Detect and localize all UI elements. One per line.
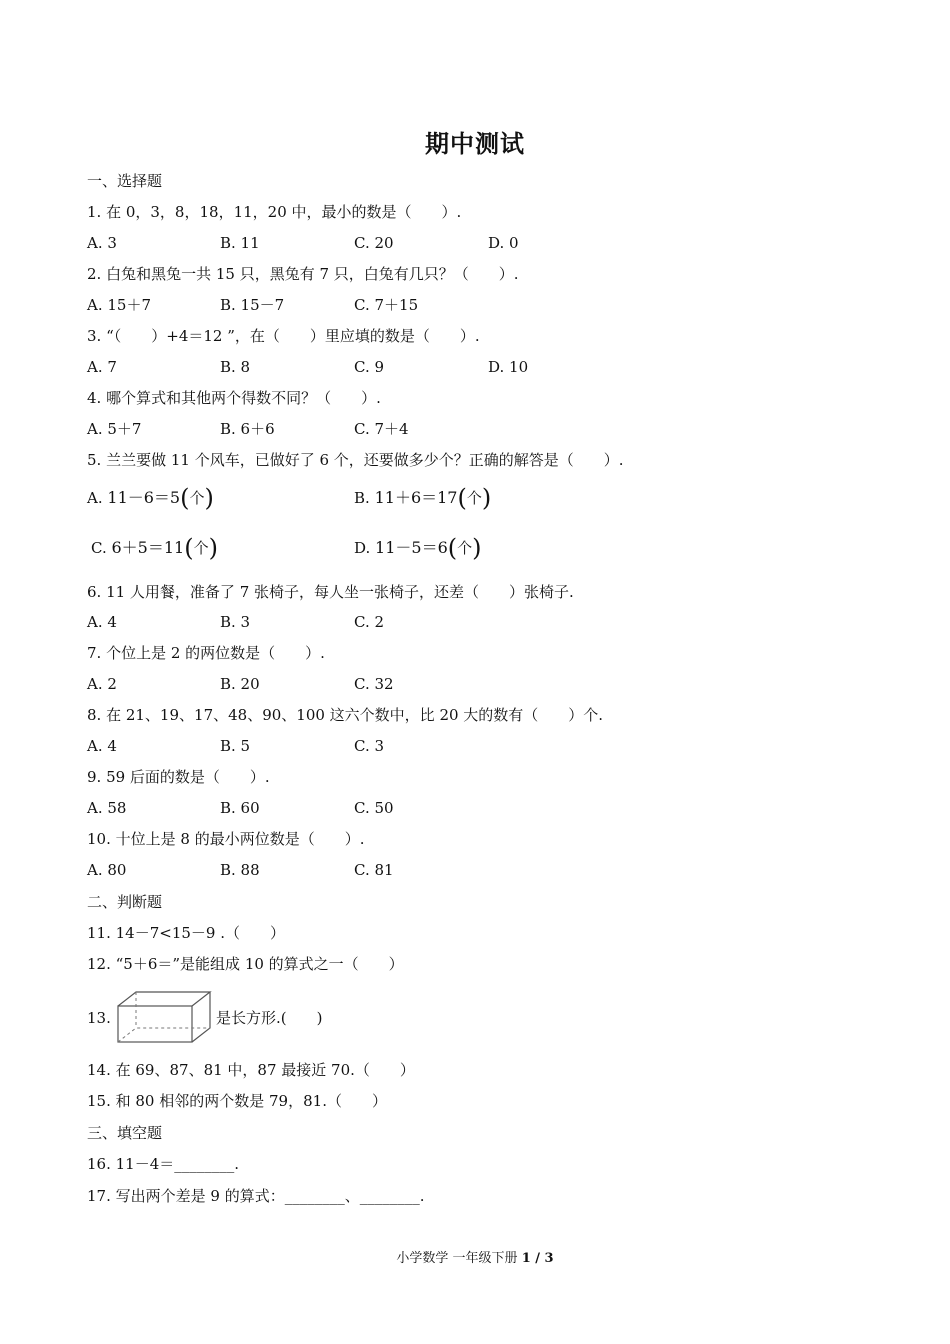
q2-option-b: B. 15－7 (220, 296, 285, 314)
section-heading-judgement: 二、判断题 (87, 893, 163, 911)
q6-option-b: B. 3 (220, 613, 251, 631)
q1-option-b: B. 11 (220, 234, 260, 252)
footer-subject: 小学数学 一年级下册 (396, 1251, 518, 1266)
question-3: 3. “（ ）+4＝12 ”，在（ ）里应填的数是（ ）. (87, 327, 480, 345)
q7-option-a: A. 2 (87, 675, 117, 693)
q3-option-d: D. 10 (488, 358, 529, 376)
q3-option-c: C. 9 (354, 358, 385, 376)
q8-option-b: B. 5 (220, 737, 251, 755)
q4-option-a: A. 5＋7 (87, 420, 142, 438)
question-13-number: 13. (87, 1009, 111, 1027)
question-9: 9. 59 后面的数是（ ）. (87, 768, 270, 786)
q5-option-a: A. 11－6＝5(个) (87, 484, 214, 512)
q5-option-b: B. 11＋6＝17(个) (354, 484, 492, 512)
q5-option-a-expression: 11－6＝5 (107, 488, 181, 507)
section-heading-choice: 一、选择题 (87, 172, 163, 190)
q8-option-c: C. 3 (354, 737, 385, 755)
q10-option-a: A. 80 (87, 861, 127, 879)
q5-option-d: D. 11－5＝6(个) (354, 534, 482, 562)
question-13-text: 是长方形.( ) (216, 1009, 323, 1027)
q1-option-c: C. 20 (354, 234, 394, 252)
q2-option-c: C. 7＋15 (354, 296, 419, 314)
section-heading-fill-blank: 三、填空题 (87, 1124, 163, 1142)
question-14: 14. 在 69、87、81 中，87 最接近 70.（ ） (87, 1061, 415, 1079)
question-15: 15. 和 80 相邻的两个数是 79，81.（ ） (87, 1092, 387, 1110)
question-1: 1. 在 0，3，8，18，11，20 中，最小的数是（ ）. (87, 203, 462, 221)
question-17: 17. 写出两个差是 9 的算式：________、________. (87, 1187, 425, 1205)
q1-option-d: D. 0 (488, 234, 519, 252)
question-7: 7. 个位上是 2 的两位数是（ ）. (87, 644, 325, 662)
q1-option-a: A. 3 (87, 234, 117, 252)
q10-option-b: B. 88 (220, 861, 260, 879)
q4-option-c: C. 7＋4 (354, 420, 409, 438)
q10-option-c: C. 81 (354, 861, 394, 879)
question-6: 6. 11 人用餐，准备了 7 张椅子，每人坐一张椅子，还差（ ）张椅子. (87, 583, 574, 601)
q5-option-c-expression: 6＋5＝11 (111, 538, 185, 557)
q5-option-d-expression: 11－5＝6 (375, 538, 448, 557)
footer-page-number: 1 / 3 (521, 1251, 554, 1266)
q4-option-b: B. 6＋6 (220, 420, 275, 438)
q8-option-a: A. 4 (87, 737, 117, 755)
q6-option-a: A. 4 (87, 613, 117, 631)
question-16: 16. 11－4＝________. (87, 1155, 240, 1173)
q5-option-b-expression: 11＋6＝17 (374, 488, 458, 507)
question-8: 8. 在 21、19、17、48、90、100 这六个数中，比 20 大的数有（ ）个. (87, 706, 604, 724)
q9-option-b: B. 60 (220, 799, 260, 817)
question-5: 5. 兰兰要做 11 个风车，已做好了 6 个，还要做多少个？正确的解答是（ ）. (87, 451, 624, 469)
q7-option-b: B. 20 (220, 675, 260, 693)
question-2: 2. 白兔和黑兔一共 15 只，黑兔有 7 只，白兔有几只？（ ）. (87, 265, 519, 283)
question-11: 11. 14－7<15－9 .（ ） (87, 924, 285, 942)
q3-option-b: B. 8 (220, 358, 251, 376)
question-12: 12. “5＋6＝”是能组成 10 的算式之一（ ） (87, 955, 404, 973)
q9-option-c: C. 50 (354, 799, 394, 817)
question-4: 4. 哪个算式和其他两个得数不同？（ ）. (87, 389, 381, 407)
page-title: 期中测试 (425, 129, 525, 158)
q2-option-a: A. 15＋7 (87, 296, 151, 314)
q6-option-c: C. 2 (354, 613, 385, 631)
question-10: 10. 十位上是 8 的最小两位数是（ ）. (87, 830, 365, 848)
q7-option-c: C. 32 (354, 675, 394, 693)
q9-option-a: A. 58 (87, 799, 127, 817)
page-footer (0, 1247, 950, 1266)
q3-option-a: A. 7 (87, 358, 117, 376)
cuboid-figure (116, 990, 212, 1046)
q5-option-c: C. 6＋5＝11(个) (91, 534, 218, 562)
